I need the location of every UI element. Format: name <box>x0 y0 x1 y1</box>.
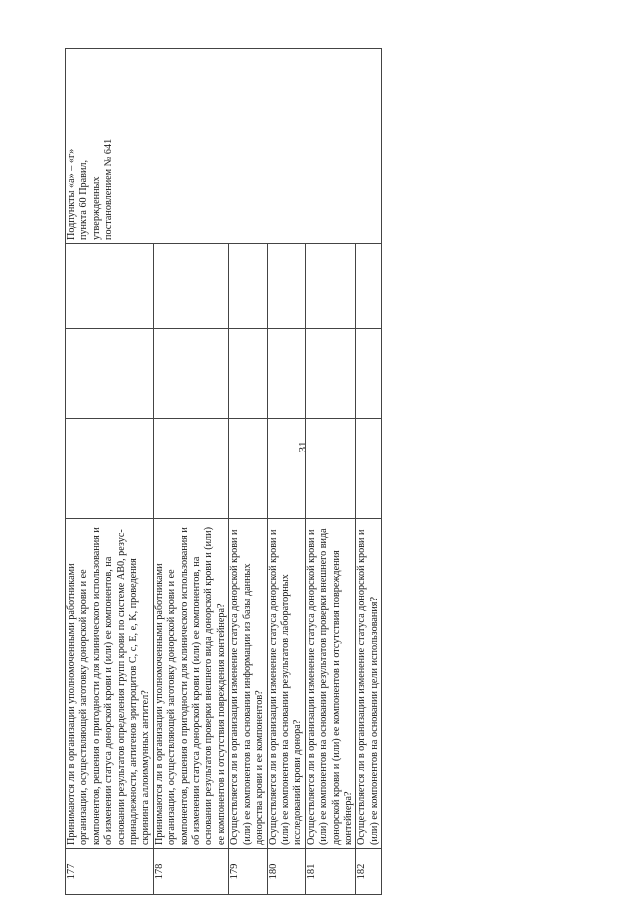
row-question: Осуществляется ли в организации изменение статуса донорской крови и (или) ее компонентов на основании результатов проверки внешнего вида донорской крови и (или) ее компонентов и отсутствия повреждения контейнера? <box>305 519 356 849</box>
checklist-table <box>65 48 382 895</box>
row-number: 180 <box>267 849 305 895</box>
reference-line: утвержденных <box>90 176 102 240</box>
reference-line: Подпункты «а» – «г» <box>66 148 77 240</box>
answer-cell-no <box>356 329 382 419</box>
row-question: Осуществляется ли в организации изменение статуса донорской крови и (или) ее компонентов на основании цели использования? <box>356 519 382 849</box>
row-question: Осуществляется ли в организации изменение статуса донорской крови и (или) ее компонентов на основании информации из базы данных донорства крови и ее компонентов? <box>229 519 267 849</box>
answer-cell-no <box>267 329 305 419</box>
answer-cell-na <box>267 244 305 329</box>
answer-cell-yes <box>66 419 154 519</box>
row-number: 177 <box>66 849 154 895</box>
answer-cell-na <box>153 244 228 329</box>
answer-cell-no <box>66 329 154 419</box>
row-number: 181 <box>305 849 356 895</box>
table-row <box>66 49 154 895</box>
rotated-table-container <box>65 49 613 895</box>
reference-line: пункта 60 Правил, <box>78 159 90 240</box>
answer-cell-yes <box>356 419 382 519</box>
row-question: Осуществляется ли в организации изменение статуса донорской крови и (или) ее компонентов на основании результатов лабораторных исследований крови донора? <box>267 519 305 849</box>
row-question: Принимаются ли в организации уполномоченными работниками организации, осуществляющей заготовку донорской крови и ее компонентов, решения о пригодности для клинического использования и об изменении статуса донорской крови и (или) ее компонентов, на основании результатов определения групп крови по системе AB0, резус-принадлежности, антигенов эритроцитов C, c, E, e, K, проведения скрининга аллоиммунных антител? <box>66 519 154 849</box>
answer-cell-yes <box>229 419 267 519</box>
answer-cell-yes <box>267 419 305 519</box>
answer-cell-no <box>153 329 228 419</box>
row-question: Принимаются ли в организации уполномоченными работниками организации, осуществляющей заготовку донорской крови и ее компонентов, решения о пригодности для клинического использования и об изменении статуса донорской крови и (или) ее компонентов, на основании результатов проверки внешнего вида донорской крови и (или) ее компонентов и отсутствия повреждения контейнера? <box>153 519 228 849</box>
row-number: 179 <box>229 849 267 895</box>
answer-cell-na <box>229 244 267 329</box>
answer-cell-no <box>229 329 267 419</box>
answer-cell-na <box>66 244 154 329</box>
answer-cell-yes <box>305 419 356 519</box>
row-number: 182 <box>356 849 382 895</box>
reference-line: постановлением № 641 <box>103 138 115 240</box>
page-number: 31 <box>297 441 309 453</box>
row-number: 178 <box>153 849 228 895</box>
answer-cell-yes <box>153 419 228 519</box>
answer-cell-no <box>305 329 356 419</box>
answer-cell-na <box>305 244 356 329</box>
answer-cell-na <box>356 244 382 329</box>
legal-reference-cell <box>66 49 382 244</box>
